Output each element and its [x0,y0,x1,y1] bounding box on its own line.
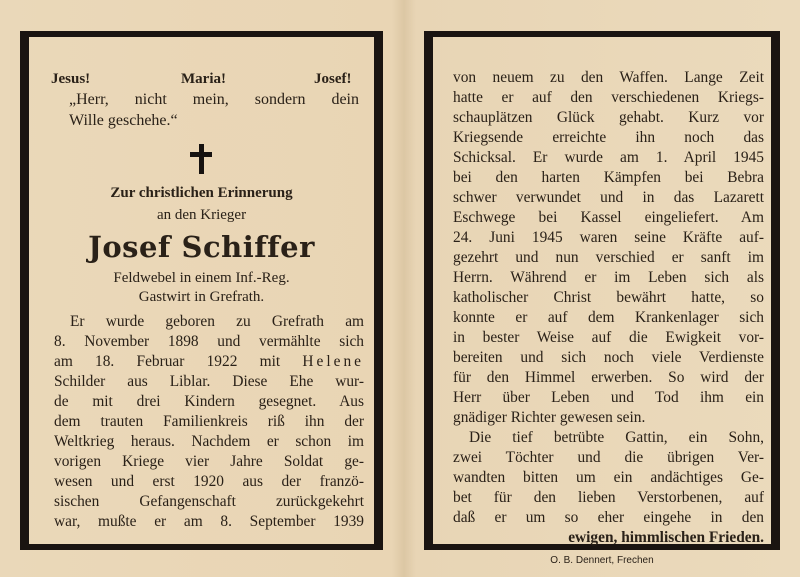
text-line: für den Himmel erwerben. So wird der [453,369,764,386]
left-page-frame [20,31,383,550]
text-line: Schilder aus Liblar. Diese Ehe wur- [54,373,364,390]
text-line: katholischer Christ bewährt hatte, so [453,289,764,306]
text-line: 8. November 1898 und vermählte sich [54,333,364,350]
text-line: zwei Töchter und die übrigen Ver- [453,449,764,466]
text-line: gezehrt und nun verschied er sanft im [453,249,764,266]
text-line: Eschwege bei Kassel eingeliefert. Am [453,209,764,226]
occupation: Gastwirt in Grefrath. [138,289,265,305]
text-line: Schicksal. Er wurde am 1. April 1945 [453,149,764,166]
quote-line: Wille geschehe.“ [69,112,178,129]
invocation-maria: Maria! [181,71,226,87]
text-line: war, mußte er am 8. September 1939 [54,513,364,530]
invocation-jesus: Jesus! [51,71,91,87]
text-line: in bester Weise auf die Ewigkeit vor- [453,329,764,346]
text-line: wesen und erst 1920 aus der franzö- [54,473,364,490]
text-line: bei den harten Kämpfen bei Bebra [453,169,764,186]
biography-left [54,312,364,532]
text-line: schwer verwundet und in das Lazarett [453,189,764,206]
text-line: bet für den lieben Verstorbenen, auf [453,489,764,506]
text-line: vorigen Kriege vier Jahre Soldat ge- [54,453,364,470]
text-line: konnte er auf dem Krankenlager sich [453,309,764,326]
text-line: de mit drei Kindern gesegnet. Aus [54,393,364,410]
text-line: daß er um so eher eingehe in den [453,509,764,526]
text-line: Weltkrieg heraus. Nachdem er schon im [54,433,364,450]
text-line: bereiten und sich noch viele Verdienste [453,349,764,366]
text-line: Herrn. Während er im Leben sich als [453,269,764,286]
text-line: Herr über Leben und Tod ihm ein [453,389,764,406]
dedication-line: an den Krieger [156,207,247,223]
printer-imprint: O. B. Dennert, Frechen [550,555,654,566]
bible-quote [69,89,359,131]
text-line: dem trauten Familienkreis riß ihn der [54,413,364,430]
text-line: am 18. Februar 1922 mit Helene [54,353,364,370]
text-line: Kriegsende erreichte ihn noch das [453,129,764,146]
spouse-first-name: Helene [302,353,364,370]
text-line: wandten bitten um ein andächtiges Ge- [453,469,764,486]
text-line: 24. Juni 1945 waren seine Kräfte auf- [453,229,764,246]
deceased-name: Josef Schiffer [88,230,315,264]
quote-line: „Herr, nicht mein, sondern dein [69,91,359,108]
memory-heading: Zur christlichen Erinnerung [110,185,293,201]
text-line: Er wurde geboren zu Grefrath am [70,313,364,330]
text-line: sischen Gefangenschaft zurückgekehrt [54,493,364,510]
text-line: Die tief betrübte Gattin, ein Sohn, [469,429,764,446]
text-line: schauplätzen Glück gehabt. Kurz vor [453,109,764,126]
closing-line: ewigen, himmlischen Frieden. [568,529,764,546]
text-line: hatte er auf den verschiedenen Kriegs- [453,89,764,106]
biography-right [453,68,764,548]
invocation-josef: Josef! [314,71,352,87]
text-line: von neuem zu den Waffen. Lange Zeit [453,69,764,86]
cross-icon [190,144,212,174]
right-page-frame [424,31,780,550]
military-rank: Feldwebel in einem Inf.-Reg. [113,270,290,286]
text-line: gnädiger Richter gewesen sein. [453,409,646,426]
